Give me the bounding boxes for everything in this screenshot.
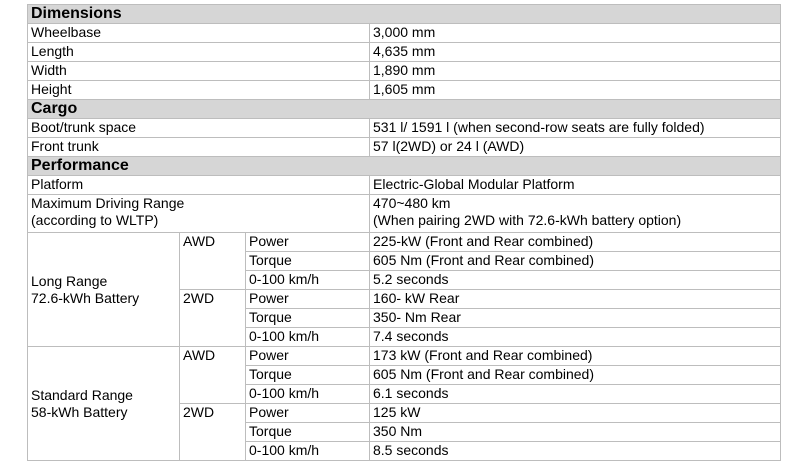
spec-value: 3,000 mm xyxy=(370,24,781,43)
metric-label: Power xyxy=(246,290,370,309)
range-label-line1: Maximum Driving Range xyxy=(31,195,185,211)
metric-value: 5.2 seconds xyxy=(370,271,781,290)
metric-value: 350 Nm xyxy=(370,423,781,442)
spec-value: Electric-Global Modular Platform xyxy=(370,176,781,195)
table-row xyxy=(28,138,781,157)
metric-label: Power xyxy=(246,233,370,252)
spec-value: 57 l(2WD) or 24 l (AWD) xyxy=(370,138,781,157)
metric-value: 350- Nm Rear xyxy=(370,309,781,328)
metric-value: 7.4 seconds xyxy=(370,328,781,347)
table-row xyxy=(28,233,781,252)
metric-value: 605 Nm (Front and Rear combined) xyxy=(370,252,781,271)
metric-label: Torque xyxy=(246,366,370,385)
spec-value: 4,635 mm xyxy=(370,43,781,62)
metric-value: 160- kW Rear xyxy=(370,290,781,309)
spec-label: Wheelbase xyxy=(28,24,370,43)
table-row xyxy=(28,24,781,43)
table-row xyxy=(28,347,781,366)
spec-value xyxy=(370,195,781,233)
metric-label: Power xyxy=(246,347,370,366)
range-value-line2: (When pairing 2WD with 72.6-kWh battery option) xyxy=(373,212,682,228)
section-title-dimensions: Dimensions xyxy=(28,5,781,24)
metric-label: Torque xyxy=(246,252,370,271)
section-row-dimensions xyxy=(28,5,781,24)
metric-value: 8.5 seconds xyxy=(370,442,781,461)
metric-label: 0-100 km/h xyxy=(246,442,370,461)
metric-value: 173 kW (Front and Rear combined) xyxy=(370,347,781,366)
metric-value: 225-kW (Front and Rear combined) xyxy=(370,233,781,252)
range-label-line2: (according to WLTP) xyxy=(31,212,159,228)
drive-type: 2WD xyxy=(180,290,246,347)
metric-label: 0-100 km/h xyxy=(246,271,370,290)
metric-label: 0-100 km/h xyxy=(246,385,370,404)
range-value-line1: 470~480 km xyxy=(373,195,451,211)
table-row xyxy=(28,81,781,100)
spec-value: 1,890 mm xyxy=(370,62,781,81)
spec-label: Height xyxy=(28,81,370,100)
section-row-cargo xyxy=(28,100,781,119)
spec-value: 531 l/ 1591 l (when second-row seats are fully folded) xyxy=(370,119,781,138)
spec-label: Front trunk xyxy=(28,138,370,157)
section-title-performance: Performance xyxy=(28,157,781,176)
spec-value: 1,605 mm xyxy=(370,81,781,100)
drive-type: 2WD xyxy=(180,404,246,461)
metric-label: 0-100 km/h xyxy=(246,328,370,347)
spec-label: Boot/trunk space xyxy=(28,119,370,138)
battery-label-line2: 72.6-kWh Battery xyxy=(31,289,140,306)
metric-value: 6.1 seconds xyxy=(370,385,781,404)
spec-label: Length xyxy=(28,43,370,62)
metric-label: Torque xyxy=(246,309,370,328)
battery-label-long-range xyxy=(28,233,180,347)
battery-label-line1: Standard Range xyxy=(31,386,133,403)
metric-label: Power xyxy=(246,404,370,423)
drive-type: AWD xyxy=(180,233,246,290)
table-row xyxy=(28,43,781,62)
spec-label xyxy=(28,195,370,233)
metric-value: 605 Nm (Front and Rear combined) xyxy=(370,366,781,385)
battery-label-standard-range xyxy=(28,347,180,461)
table-row xyxy=(28,195,781,233)
spec-label: Platform xyxy=(28,176,370,195)
section-row-performance xyxy=(28,157,781,176)
spec-table xyxy=(27,4,781,461)
drive-type: AWD xyxy=(180,347,246,404)
battery-label-line2: 58-kWh Battery xyxy=(31,403,128,420)
spec-label: Width xyxy=(28,62,370,81)
table-row xyxy=(28,62,781,81)
section-title-cargo: Cargo xyxy=(28,100,781,119)
metric-value: 125 kW xyxy=(370,404,781,423)
metric-label: Torque xyxy=(246,423,370,442)
battery-label-line1: Long Range xyxy=(31,272,108,289)
table-row xyxy=(28,119,781,138)
table-row xyxy=(28,176,781,195)
